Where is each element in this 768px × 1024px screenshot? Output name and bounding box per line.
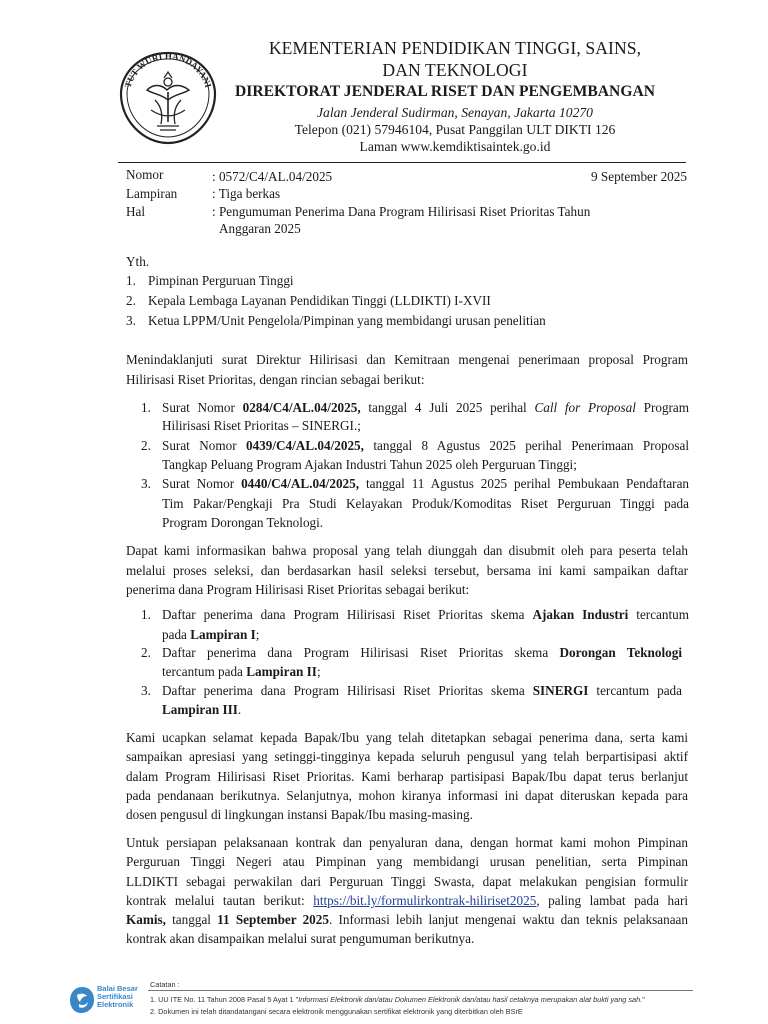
- deadline-day: Kamis,: [126, 912, 166, 927]
- paragraph-2-line: melalui proses seleksi, dan berdasarkan hasil seleksi tersebut, bersama ini kami sampaikan daftar: [126, 563, 688, 578]
- paragraph-1-line: Menindaklanjuti surat Direktur Hilirisasi dan Kemitraan mengenai penerimaan proposal Program: [126, 352, 688, 367]
- footnote-2: 2. Dokumen ini telah ditandatangani secara elektronik menggunakan sertifikat elektronik yang diterbitkan oleh BSrE: [150, 1007, 523, 1016]
- footnote-1: [150, 995, 645, 1005]
- text-run: ": [642, 995, 645, 1004]
- paragraph-1-line: Hilirisasi Riset Prioritas, dengan rincian sebagai berikut:: [126, 372, 425, 387]
- nomor-label: Nomor: [126, 167, 164, 182]
- scheme-name: Ajakan Industri: [532, 607, 629, 622]
- text-run: ;: [316, 664, 321, 679]
- list2-item-2: [162, 643, 682, 663]
- website: Laman www.kemdiktisaintek.go.id: [359, 139, 551, 154]
- paragraph-3-line: pada pendanaan berikutnya. Selanjutnya, mohon kiranya informasi ini dapat diteruskan kepada para: [126, 788, 688, 803]
- text-run: ;: [255, 627, 260, 642]
- list1-item-3: [162, 474, 689, 494]
- text-run: tanggal 11 Agustus 2025 perihal Pembukaan Pendaftaran: [365, 476, 690, 491]
- paragraph-4-line: Untuk persiapan pelaksanaan kontrak dan penyaluran dana, dengan hormat kami mohon Pimpinan: [126, 835, 688, 850]
- contract-form-link[interactable]: https://bit.ly/formulirkontrak-hiliriset2025: [313, 893, 537, 908]
- ministry-name-line2: DAN TEKNOLOGI: [382, 60, 528, 80]
- footnote-title: Catatan :: [150, 980, 180, 989]
- text-run: tercantum: [636, 607, 690, 622]
- text-run: Program: [643, 400, 690, 415]
- yth: Yth.: [126, 254, 150, 269]
- hal-label: Hal: [126, 204, 146, 219]
- list2-item-2-cont: [162, 662, 321, 682]
- text-run: tanggal 4 Juli 2025 perihal: [368, 400, 527, 415]
- lampiran-label: Lampiran: [126, 186, 178, 201]
- text-run: tanggal: [172, 912, 211, 927]
- recipient-number: 1.: [126, 273, 136, 288]
- emphasis: Informasi Elektronik dan/atau Dokumen Elektronik dan/atau hasil cetaknya merupakan alat bukti yang sah.: [298, 995, 643, 1004]
- text-run: kontrak melalui tautan berikut:: [126, 893, 305, 908]
- bsre-emblem-icon: [68, 985, 96, 1015]
- list1-item-3-cont: Program Dorongan Teknologi.: [162, 515, 324, 530]
- ministry-name-line1: KEMENTERIAN PENDIDIKAN TINGGI, SAINS,: [268, 38, 642, 58]
- lampiran-value: : Tiga berkas: [212, 186, 281, 201]
- letter-number: 0440/C4/AL.04/2025,: [241, 476, 360, 491]
- attachment-ref: Lampiran I: [190, 627, 256, 642]
- text-run: tercantum pada: [162, 664, 243, 679]
- list1-item-1: [162, 398, 689, 418]
- paragraph-4-line: kontrak akan disampaikan melalui surat pengumuman berikutnya.: [126, 931, 475, 946]
- hal-value-cont: Anggaran 2025: [219, 221, 301, 236]
- list2-number: 3.: [141, 683, 151, 698]
- list1-number: 3.: [141, 476, 151, 491]
- text-run: Daftar penerima dana Program Hilirisasi Riset Prioritas skema: [162, 607, 525, 622]
- text-run: , paling lambat pada hari: [536, 893, 689, 908]
- paragraph-4-line: LLDIKTI sebagai perwakilan dari Perguruan Tinggi Swasta, dapat melakukan pengisian formulir: [126, 874, 688, 889]
- paragraph-2-line: penerima dana Program Hilirisasi Riset Prioritas sebagai berikut:: [126, 582, 470, 597]
- attachment-ref: Lampiran II: [246, 664, 317, 679]
- letter-date: 9 September 2025: [591, 169, 687, 184]
- directorate-name: DIREKTORAT JENDERAL RISET DAN PENGEMBANGAN: [235, 83, 655, 100]
- paragraph-3-line: Kami ucapkan selamat kepada Bapak/Ibu yang telah ditetapkan sebagai penerima dana, serta kami: [126, 730, 688, 745]
- hal-value: : Pengumuman Penerima Dana Program Hilirisasi Riset Prioritas Tahun: [212, 204, 591, 219]
- list2-item-1: [162, 605, 689, 625]
- text-run: 1. UU ITE No. 11 Tahun 2008 Pasal 5 Ayat 1 ": [150, 995, 299, 1004]
- text-run: Surat Nomor: [162, 438, 237, 453]
- list2-number: 1.: [141, 607, 151, 622]
- deadline-date: 11 September 2025: [217, 912, 329, 927]
- list1-item-3-cont: Tim Pakar/Pengkaji Pra Studi Kelayakan Produk/Komoditas Riset Perguruan Tinggi pada: [162, 496, 689, 511]
- letter-number: 0284/C4/AL.04/2025,: [242, 400, 361, 415]
- list1-item-2: [162, 436, 689, 456]
- address: Jalan Jenderal Sudirman, Senayan, Jakarta 10270: [317, 105, 593, 120]
- phone: Telepon (021) 57946104, Pusat Panggilan ULT DIKTI 126: [294, 122, 616, 137]
- logo-motto: TUT WURI HANDAYANI: [122, 50, 214, 89]
- text-run: .: [237, 702, 242, 717]
- paragraph-2-line: Dapat kami informasikan bahwa proposal yang telah diunggah dan disubmit oleh para peserta telah: [126, 543, 688, 558]
- paragraph-4-line: [126, 910, 688, 930]
- list1-item-2-cont: Tangkap Peluang Program Ajakan Industri Tahun 2025 oleh Perguruan Tinggi;: [162, 457, 577, 472]
- text-run: Daftar penerima dana Program Hilirisasi Riset Prioritas skema: [162, 645, 549, 660]
- scheme-name: Dorongan Teknologi: [559, 645, 682, 660]
- letter-number: 0439/C4/AL.04/2025,: [245, 438, 364, 453]
- list2-item-3-cont: [162, 700, 241, 720]
- text-run: Surat Nomor: [162, 476, 235, 491]
- text-run: Daftar penerima dana Program Hilirisasi Riset Prioritas skema: [162, 683, 525, 698]
- bsre-text: Sertifikasi: [97, 992, 133, 1002]
- list1-number: 1.: [141, 400, 151, 415]
- nomor-value: : 0572/C4/AL.04/2025: [212, 169, 333, 184]
- scheme-name: SINERGI: [532, 683, 589, 698]
- footnote-divider: [148, 990, 693, 991]
- paragraph-3-line: sampaikan apresiasi yang setinggi-tingginya kepada seluruh pengusul yang telah berpartisipasi aktif: [126, 749, 688, 764]
- recipient-item: Ketua LPPM/Unit Pengelola/Pimpinan yang membidangi urusan penelitian: [148, 313, 546, 328]
- emphasis: Call for Proposal: [534, 400, 636, 415]
- text-run: . Informasi lebih lanjut mengenai waktu dan teknis pelaksanaan: [328, 912, 689, 927]
- text-run: tercantum pada: [596, 683, 683, 698]
- recipient-item: Pimpinan Perguruan Tinggi: [148, 273, 294, 288]
- list1-item-1-cont: Hilirisasi Riset Prioritas – SINERGI.;: [162, 418, 361, 433]
- list2-number: 2.: [141, 645, 151, 660]
- attachment-ref: Lampiran III: [162, 702, 238, 717]
- list1-number: 2.: [141, 438, 151, 453]
- paragraph-3-line: dosen pengusul di lingkungan instansi Bapak/Ibu masing-masing.: [126, 807, 473, 822]
- text-run: Surat Nomor: [162, 400, 235, 415]
- recipient-number: 2.: [126, 293, 136, 308]
- paragraph-4-line: [126, 891, 688, 911]
- bsre-text: Balai Besar: [97, 984, 138, 993]
- recipient-item: Kepala Lembaga Layanan Pendidikan Tinggi (LLDIKTI) I-XVII: [148, 293, 491, 308]
- recipient-number: 3.: [126, 313, 136, 328]
- bsre-text: Elektronik: [97, 1000, 134, 1010]
- header-divider: [118, 162, 686, 163]
- list2-item-3: [162, 681, 682, 701]
- bsre-logo: [68, 982, 148, 1018]
- paragraph-3-line: dalam Program Hilirisasi Riset Prioritas. Kami berharap partisipasi Bapak/Ibu dapat terus berlanjut: [126, 769, 688, 784]
- paragraph-4-line: Perguruan Tinggi Negeri atau Pimpinan yang membidangi urusan penelitian, serta Pimpinan: [126, 854, 688, 869]
- list2-item-1-cont: [162, 625, 259, 645]
- text-run: pada: [162, 627, 187, 642]
- text-run: tanggal 8 Agustus 2025 perihal Penerimaan Proposal: [373, 438, 689, 453]
